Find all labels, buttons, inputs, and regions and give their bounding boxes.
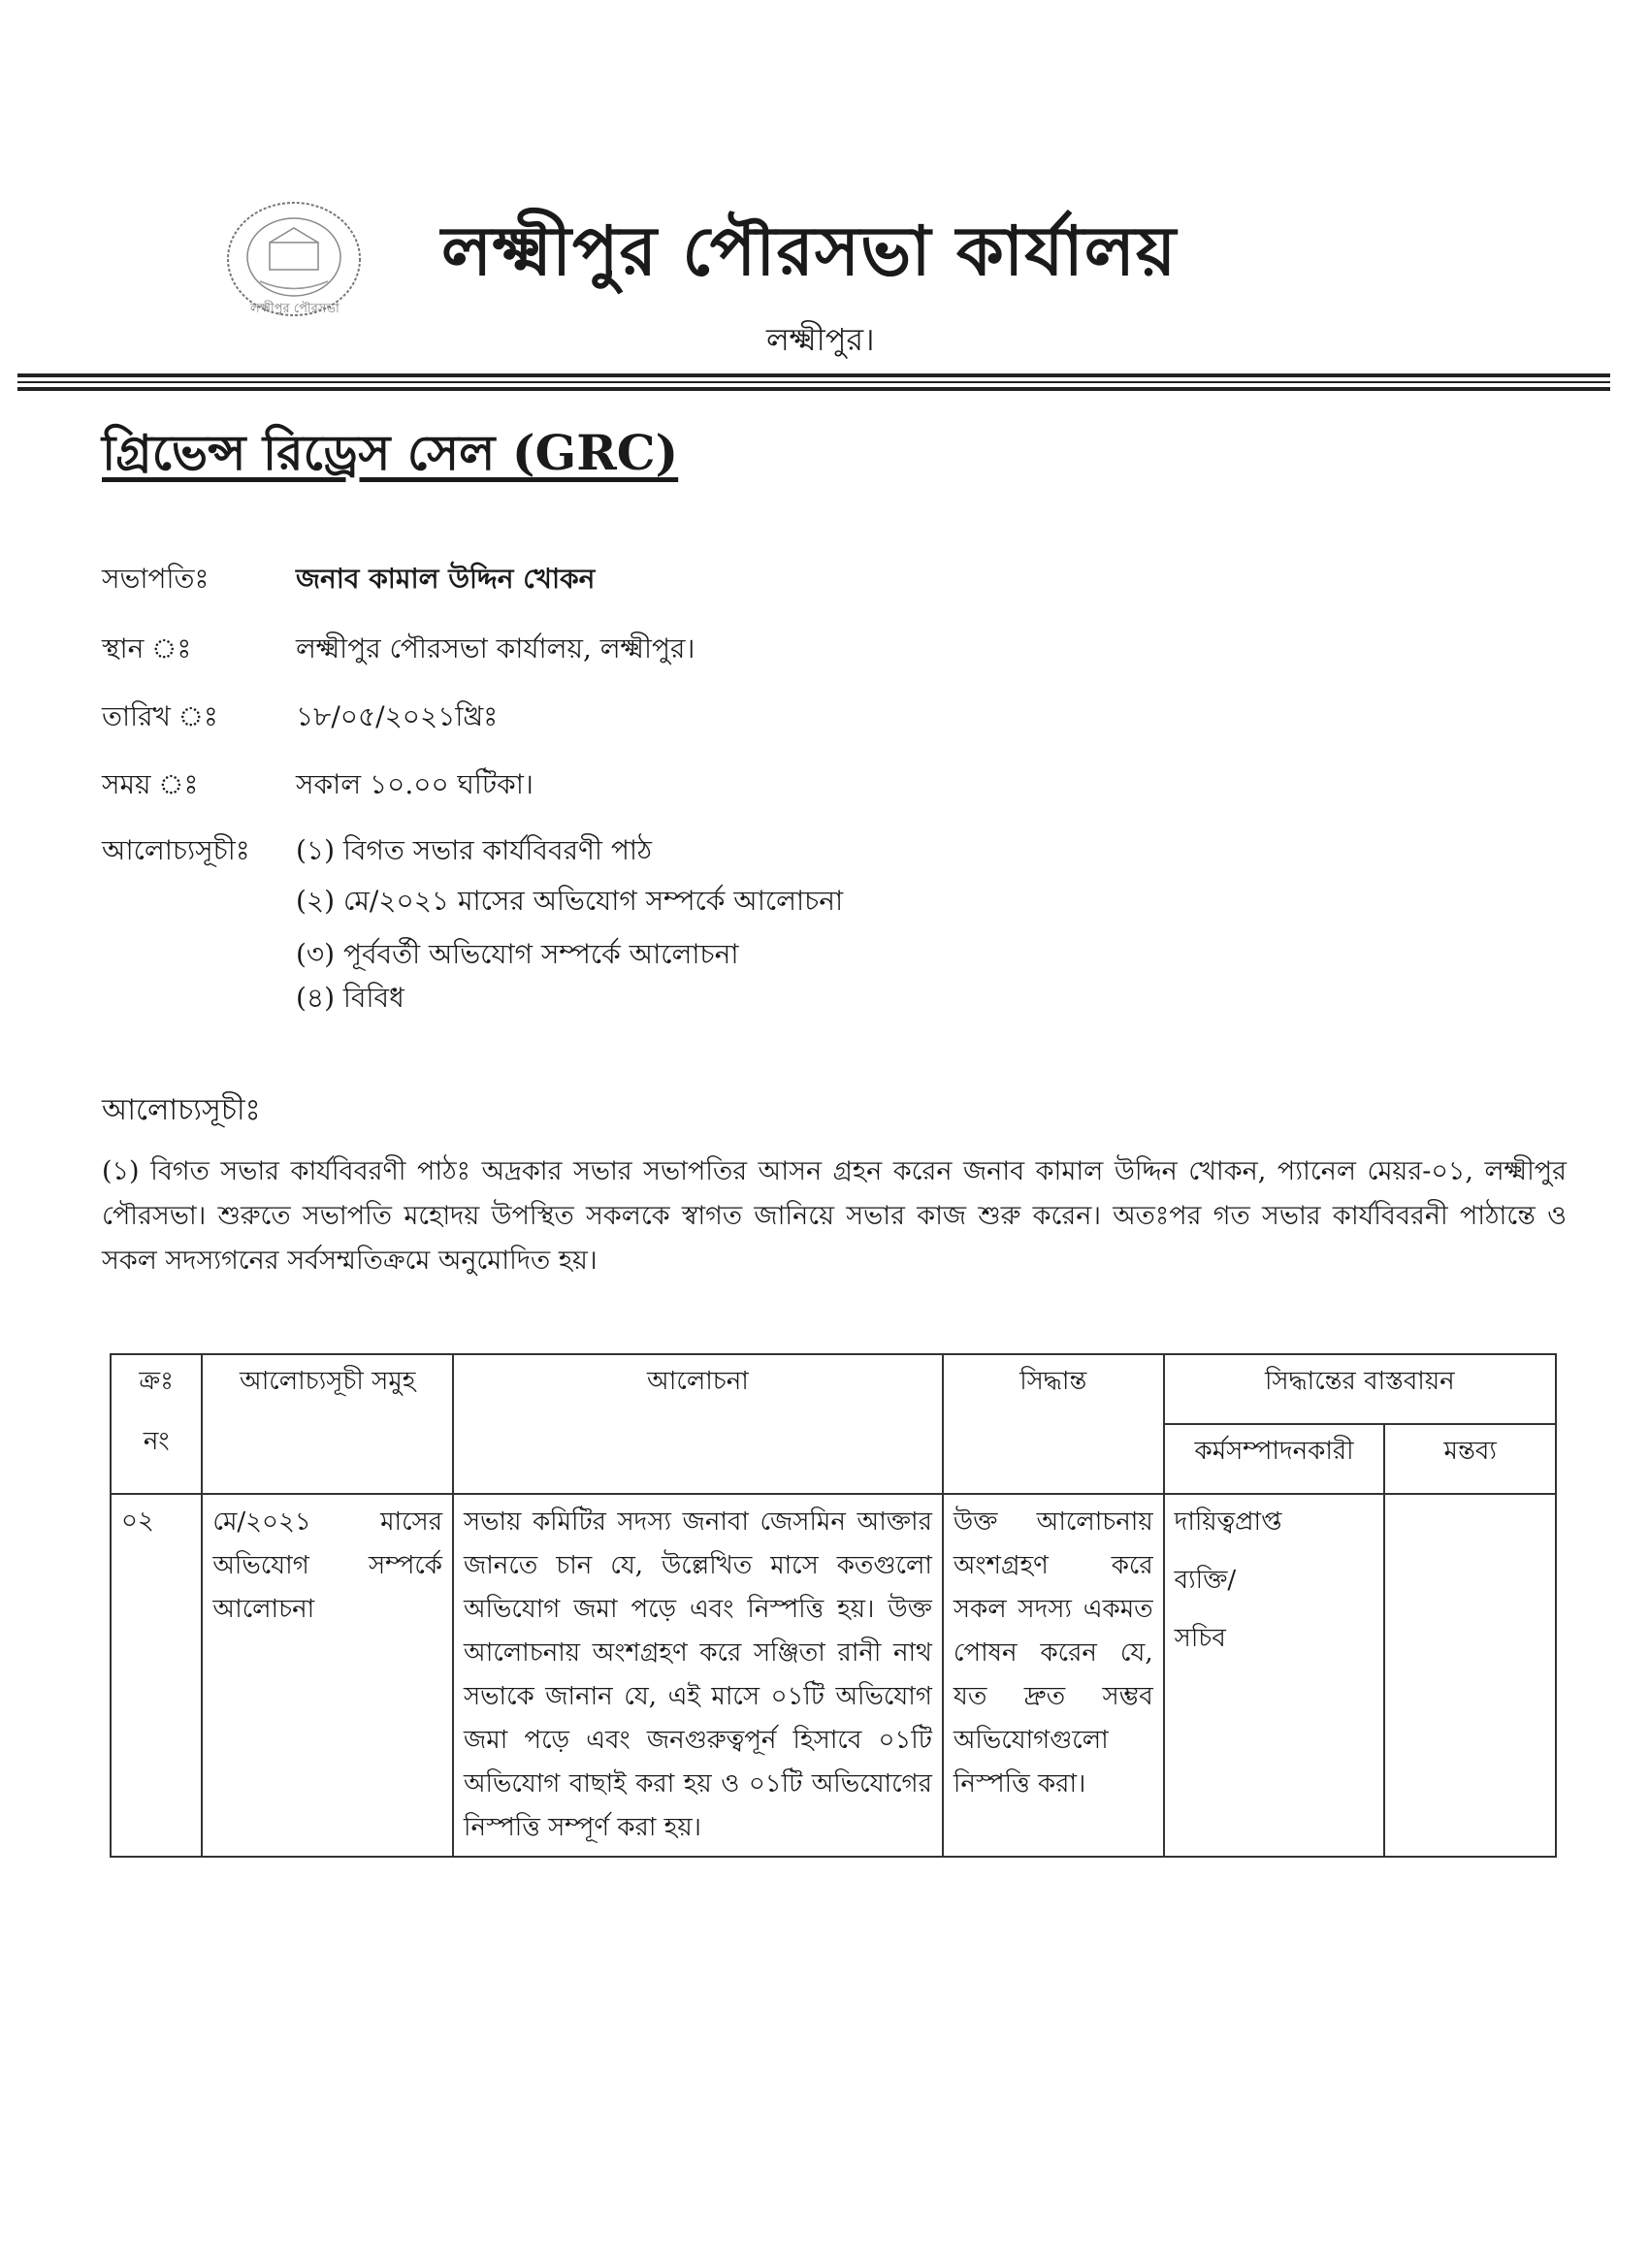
decision-table <box>110 1353 1557 1858</box>
header-divider-bottom <box>17 387 1610 391</box>
minutes-paragraph: (১) বিগত সভার কার্যবিবরণী পাঠঃ অদ্রকার সভার সভাপতির আসন গ্রহন করেন জনাব কামাল উদ্দিন খোকন, প্যানেল মেয়র-০১, লক্ষ্মীপুর পৌরসভা। শুরুতে সভাপতি মহোদয় উপস্থিত সকলকে স্বাগত জানিয়ে সভার কাজ শুরু করেন। অতঃপর গত সভার কার্যবিবরনী পাঠান্তে ও সকল সদস্যগনের সর্বসম্মতিক্রমে অনুমোদিত হয়। <box>102 1156 1567 1276</box>
header-executor: কর্মসম্পাদনকারী <box>1164 1424 1385 1494</box>
header-serial-line1: ক্রঃ <box>139 1367 174 1396</box>
cell-executor <box>1164 1494 1385 1857</box>
seal-text: লক্ষ্মীপুর পৌরসভা <box>250 302 340 316</box>
header-divider-top <box>17 373 1610 377</box>
executor-line: সচিব <box>1174 1624 1226 1653</box>
agenda-item: (৪) বিবিধ <box>296 982 404 1014</box>
time-value: সকাল ১০.০০ ঘটিকা। <box>296 768 534 800</box>
place-label: স্থান ঃ <box>102 632 192 664</box>
date-label: তারিখ ঃ <box>102 700 218 732</box>
header-implementation: সিদ্ধান্তের বাস্তবায়ন <box>1164 1354 1556 1424</box>
time-label: সময় ঃ <box>102 768 199 800</box>
agenda-label: আলোচ্যসূচীঃ <box>102 834 250 866</box>
header-decision: সিদ্ধান্ত <box>943 1354 1164 1494</box>
cell-topic: মে/২০২১ মাসের অভিযোগ সম্পর্কে আলোচনা <box>202 1494 453 1857</box>
table-row <box>111 1494 1556 1857</box>
section-title: গ্রিভেন্স রিড্রেস সেল (GRC) <box>102 424 679 481</box>
agenda-item: (২) মে/২০২১ মাসের অভিযোগ সম্পর্কে আলোচনা <box>296 885 844 917</box>
cell-serial: ০২ <box>111 1494 202 1857</box>
table-header-row <box>111 1354 1556 1424</box>
org-city: লক্ষ্মীপুর। <box>766 321 875 358</box>
chair-label: সভাপতিঃ <box>102 563 210 595</box>
chair-value: জনাব কামাল উদ্দিন খোকন <box>296 563 596 595</box>
agenda-item: (১) বিগত সভার কার্যবিবরণী পাঠ <box>296 834 652 866</box>
header-divider-middle <box>17 381 1610 383</box>
executor-line: দায়িত্বপ্রাপ্ত <box>1174 1507 1282 1537</box>
header-remarks: মন্তব্য <box>1384 1424 1556 1494</box>
header-serial-line2: নং <box>143 1427 170 1456</box>
municipality-seal <box>221 199 367 325</box>
header-topic: আলোচ্যসূচী সমুহ <box>202 1354 453 1494</box>
cell-decision: উক্ত আলোচনায় অংশগ্রহণ করে সকল সদস্য একমত পোষন করেন যে, যত দ্রুত সম্ভব অভিযোগগুলো নিস্পত্তি করা। <box>943 1494 1164 1857</box>
header-discussion: আলোচনা <box>453 1354 943 1494</box>
place-value: লক্ষ্মীপুর পৌরসভা কার্যালয়, লক্ষ্মীপুর। <box>296 632 695 664</box>
org-title: লক্ষ্মীপুর পৌরসভা কার্যালয় <box>441 211 1178 291</box>
header-serial <box>111 1354 202 1494</box>
executor-line: ব্যক্তি/ <box>1174 1566 1237 1595</box>
agenda-heading: আলোচ্যসূচীঃ <box>102 1093 261 1127</box>
cell-discussion: সভায় কমিটির সদস্য জনাবা জেসমিন আক্তার জানতে চান যে, উল্লেখিত মাসে কতগুলো অভিযোগ জমা পড়ে এবং নিস্পত্তি হয়। উক্ত আলোচনায় অংশগ্রহণ করে সঞ্জিতা রানী নাথ সভাকে জানান যে, এই মাসে ০১টি অভিযোগ জমা পড়ে এবং জনগুরুত্বপূর্ন হিসাবে ০১টি অভিযোগ বাছাই করা হয় ও ০১টি অভিযোগের নিস্পত্তি সম্পূর্ণ করা হয়। <box>453 1494 943 1857</box>
agenda-item: (৩) পূর্ববর্তী অভিযোগ সম্পর্কে আলোচনা <box>296 938 739 970</box>
date-value: ১৮/০৫/২০২১খ্রিঃ <box>296 700 499 732</box>
cell-remarks <box>1384 1494 1556 1857</box>
